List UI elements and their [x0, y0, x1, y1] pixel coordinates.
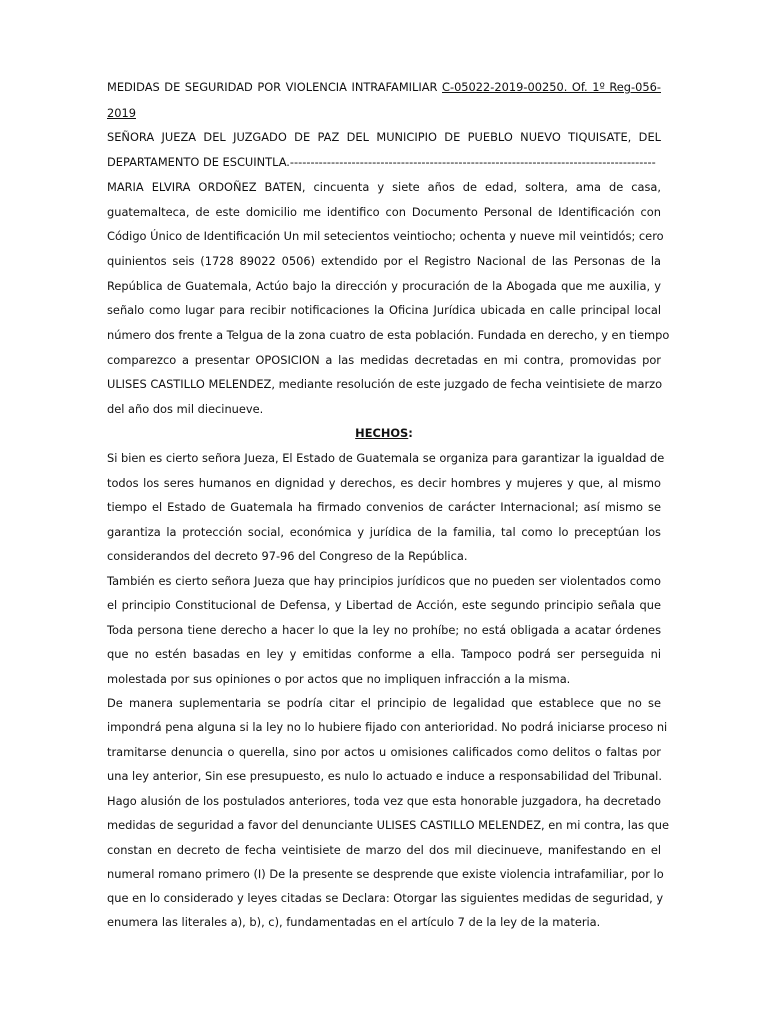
- text-line: Toda persona tiene derecho a hacer lo que la ley no prohíbe; no está obligada a acatar órdenes: [107, 623, 661, 637]
- text-line: señalo como lugar para recibir notificaciones la Oficina Jurídica ubicada en calle principal local: [107, 303, 661, 317]
- text-line: Código Único de Identificación Un mil setecientos veintiocho; ochenta y nueve mil veintidós; cero: [107, 229, 664, 243]
- section-heading: [0, 426, 768, 440]
- document-title: [107, 80, 661, 94]
- text-line: SEÑORA JUEZA DEL JUZGADO DE PAZ DEL MUNICIPIO DE PUEBLO NUEVO TIQUISATE, DEL: [107, 130, 661, 144]
- text-line: que en lo considerado y leyes citadas se Declara: Otorgar las siguientes medidas de seguridad, y: [107, 891, 664, 905]
- text-line: todos los seres humanos en dignidad y derechos, es decir hombres y mujeres y que, al mismo: [107, 476, 661, 490]
- text-line: del año dos mil diecinueve.: [107, 402, 264, 416]
- text-line: tramitarse denuncia o querella, sino por actos u omisiones calificados como delitos o faltas por: [107, 745, 661, 759]
- text-line: MARIA ELVIRA ORDOÑEZ BATEN, cincuenta y siete años de edad, soltera, ama de casa,: [107, 180, 661, 194]
- text-line: comparezco a presentar OPOSICION a las medidas decretadas en mi contra, promovidas por: [107, 353, 661, 367]
- text-line: Hago alusión de los postulados anteriores, toda vez que esta honorable juzgadora, ha decretado: [107, 794, 661, 808]
- text-line: molestada por sus opiniones o por actos que no impliquen infracción a la misma.: [107, 672, 571, 686]
- text-line: considerandos del decreto 97-96 del Congreso de la República.: [107, 549, 468, 563]
- text-line: una ley anterior, Sin ese presupuesto, es nulo lo actuado e induce a responsabilidad del Tribunal.: [107, 769, 662, 783]
- text-line: impondrá pena alguna si la ley no lo hubiere fijado con anterioridad. No podrá iniciarse proceso ni: [107, 720, 668, 734]
- text-line: garantiza la protección social, económica y jurídica de la familia, tal como lo preceptúan los: [107, 525, 661, 539]
- text-line: DEPARTAMENTO DE ESCUINTLA.-----------------------------------------------------------------------------------------: [107, 155, 656, 169]
- text-line: número dos frente a Telgua de la zona cuatro de esta población. Fundada en derecho, y en tiempo: [107, 328, 670, 342]
- title-prefix: MEDIDAS DE SEGURIDAD POR VIOLENCIA INTRAFAMILIAR: [107, 80, 442, 94]
- case-reference-year: 2019: [107, 106, 136, 120]
- hechos-colon: :: [408, 426, 413, 440]
- text-line: Si bien es cierto señora Jueza, El Estado de Guatemala se organiza para garantizar la igualdad de: [107, 451, 665, 465]
- case-reference: C-05022-2019-00250. Of. 1º Reg-056-: [442, 80, 661, 94]
- text-line: enumera las literales a), b), c), fundamentadas en el artículo 7 de la ley de la materia.: [107, 915, 601, 929]
- text-line: constan en decreto de fecha veintisiete de marzo del dos mil diecinueve, manifestando en el: [107, 843, 661, 857]
- text-line: También es cierto señora Jueza que hay principios jurídicos que no pueden ser violentados como: [107, 574, 661, 588]
- text-line: numeral romano primero (I) De la presente se desprende que existe violencia intrafamiliar, por lo: [107, 867, 664, 881]
- text-line: República de Guatemala, Actúo bajo la dirección y procuración de la Abogada que me auxilia, y: [107, 279, 661, 293]
- text-line: el principio Constitucional de Defensa, y Libertad de Acción, este segundo principio señala que: [107, 598, 661, 612]
- text-line: medidas de seguridad a favor del denunciante ULISES CASTILLO MELENDEZ, en mi contra, las que: [107, 818, 669, 832]
- text-line: guatemalteca, de este domicilio me identifico con Documento Personal de Identificación con: [107, 205, 661, 219]
- hechos-heading: HECHOS: [355, 426, 409, 440]
- text-line: quinientos seis (1728 89022 0506) extendido por el Registro Nacional de las Personas de la: [107, 254, 661, 268]
- text-line: que no estén basadas en ley y emitidas conforme a ella. Tampoco podrá ser perseguida ni: [107, 647, 661, 661]
- text-line: De manera suplementaria se podría citar el principio de legalidad que establece que no se: [107, 696, 661, 710]
- text-line: tiempo el Estado de Guatemala ha firmado convenios de carácter Internacional; así mismo se: [107, 500, 661, 514]
- text-line: ULISES CASTILLO MELENDEZ, mediante resolución de este juzgado de fecha veintisiete de marzo: [107, 377, 663, 391]
